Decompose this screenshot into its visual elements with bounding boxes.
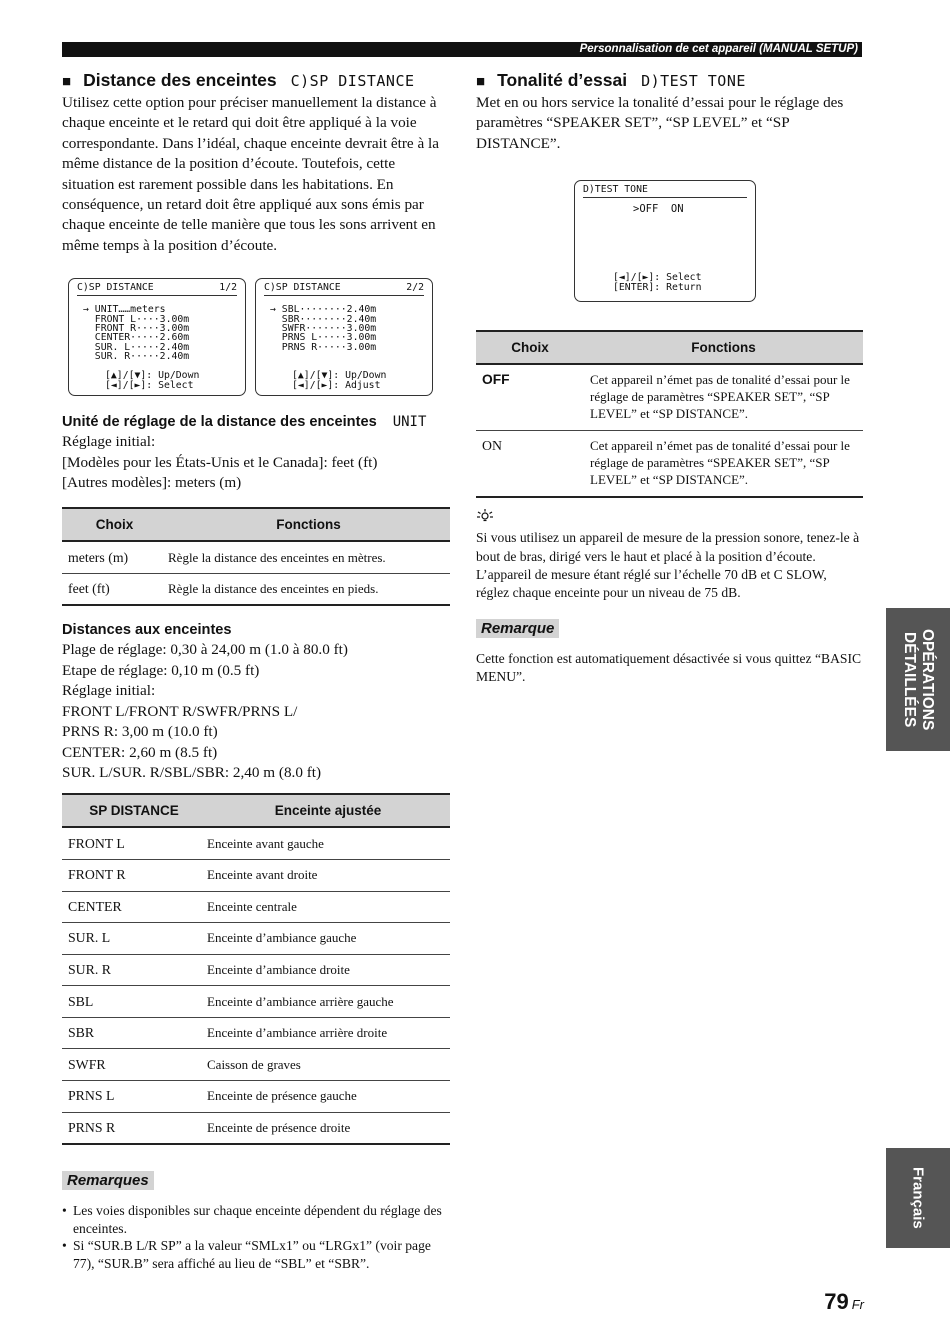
remarque-block: [476, 619, 863, 687]
lcd-screen-test-tone: [574, 180, 756, 302]
page-number: [824, 1289, 864, 1315]
table-row: [62, 827, 450, 859]
menu-code: C)SP DISTANCE: [290, 72, 415, 90]
table-cell: Caisson de graves: [206, 1049, 450, 1081]
remarques-label: Remarques: [62, 1171, 154, 1190]
unit-subtitle: [62, 414, 450, 430]
table-cell: Règle la distance des enceintes en mètres.: [167, 541, 450, 573]
unit-line-3: [Autres modèles]: meters (m): [62, 474, 242, 492]
table-row: [62, 1112, 450, 1144]
table-cell: Enceinte d’ambiance droite: [206, 954, 450, 986]
list-item: • Les voies disponibles sur chaque enceinte dépendent du réglage des enceintes.: [62, 1202, 450, 1237]
lcd-title-bar: [583, 185, 747, 198]
distances-subtitle: [62, 622, 450, 638]
distance-line: Etape de réglage: 0,10 m (0.5 ft): [62, 661, 260, 679]
lcd-title-bar: [264, 283, 424, 296]
page-number-value: 79: [824, 1289, 849, 1314]
lcd-screen-page-2: [255, 278, 433, 396]
section-title-distance: [62, 70, 450, 91]
remarque-label: Remarque: [476, 619, 559, 638]
list-item: • Si “SUR.B L/R SP” a la valeur “SMLx1” ou “LRGx1” (voir page 77), “SUR.B” sera affiché au lieu de “SBL” et “SBR”.: [62, 1237, 450, 1272]
side-tab-operations: OPÉRATIONS DÉTAILLÉES: [886, 608, 950, 751]
table-row: [62, 541, 450, 573]
lcd-lines: → UNIT……meters FRONT L····3.00m FRONT R····3.00m CENTER·····2.60m SUR. L·····2.40m SUR. R·····2.40m: [83, 304, 190, 363]
lcd-title: C)SP DISTANCE: [264, 282, 341, 294]
table-row: [62, 1017, 450, 1049]
lcd-footer: [▲]/[▼]: Up/Down [◄]/[►]: Adjust: [292, 370, 387, 391]
table-cell: SBR: [62, 1017, 206, 1049]
table-header: SP DISTANCE: [62, 794, 206, 827]
side-tab-language: Français: [886, 1148, 950, 1248]
remarques-list: [62, 1202, 450, 1272]
table-header: Choix: [476, 331, 584, 364]
distances-subtitle-text: Distances aux enceintes: [62, 622, 232, 639]
table-row: [62, 859, 450, 891]
table-header: Choix: [62, 508, 167, 541]
table-cell: SUR. R: [62, 954, 206, 986]
unit-line-2: [Modèles pour les États-Unis et le Canada]: feet (ft): [62, 453, 378, 471]
section-title-text: Tonalité d’essai: [497, 70, 628, 90]
remarques-block: [62, 1171, 450, 1272]
table-cell: FRONT R: [62, 859, 206, 891]
table-row: [62, 954, 450, 986]
section-marker: ■: [476, 73, 486, 90]
table-cell: ON: [476, 431, 584, 498]
unit-code: UNIT: [392, 414, 427, 431]
table-header: Fonctions: [584, 331, 863, 364]
left-column: [62, 70, 450, 1273]
lcd-screens: [68, 278, 450, 396]
distance-line: FRONT L/FRONT R/SWFR/PRNS L/: [62, 702, 298, 720]
table-cell: Enceinte d’ambiance gauche: [206, 923, 450, 955]
sp-distance-table: [62, 793, 450, 1145]
lightbulb-icon: [476, 508, 494, 522]
lcd-screen-page-1: [68, 278, 246, 396]
table-cell: OFF: [476, 364, 584, 431]
tip-block: [476, 508, 863, 603]
table-cell: Règle la distance des enceintes en pieds.: [167, 573, 450, 605]
table-row: [62, 1081, 450, 1113]
table-row: [62, 986, 450, 1018]
lcd-title: D)TEST TONE: [583, 184, 648, 196]
unit-table: [62, 507, 450, 606]
lcd-page: 1/2: [219, 282, 237, 294]
table-header: Enceinte ajustée: [206, 794, 450, 827]
table-row: [62, 891, 450, 923]
section-title-text: Distance des enceintes: [83, 70, 277, 90]
lcd-title-bar: [77, 283, 237, 296]
distance-line: Réglage initial:: [62, 682, 156, 700]
intro-paragraph: Met en ou hors service la tonalité d’essai pour le réglage des paramètres “SPEAKER SET”, “SP LEVEL” et “SP DISTANCE”.: [476, 94, 844, 152]
table-row: [62, 573, 450, 605]
table-cell: PRNS R: [62, 1112, 206, 1144]
table-cell: CENTER: [62, 891, 206, 923]
table-cell: Enceinte avant droite: [206, 859, 450, 891]
table-cell: SBL: [62, 986, 206, 1018]
lcd-footer: [▲]/[▼]: Up/Down [◄]/[►]: Select: [105, 370, 200, 391]
table-cell: SUR. L: [62, 923, 206, 955]
remarque-text: Cette fonction est automatiquement désactivée si vous quittez “BASIC MENU”.: [476, 650, 862, 685]
table-cell: feet (ft): [62, 573, 167, 605]
test-tone-table: [476, 330, 863, 498]
menu-code: D)TEST TONE: [641, 72, 746, 90]
table-row: [476, 364, 863, 431]
tip-text: Si vous utilisez un appareil de mesure de la pression sonore, tenez-le à bout de bras, dirigé vers le haut et placé à la position d’écoute. L’appareil de mesure étant réglé sur l’échelle 70 dB et C SLOW, réglez chaque enceinte pour un niveau de 75 dB.: [476, 530, 860, 601]
table-cell: Enceinte d’ambiance arrière gauche: [206, 986, 450, 1018]
lcd-title: C)SP DISTANCE: [77, 282, 154, 294]
section-title-test-tone: [476, 70, 863, 91]
table-cell: FRONT L: [62, 827, 206, 859]
lcd-lines: → SBL········2.40m SBR········2.40m SWFR·······3.00m PRNS L·····3.00m PRNS R·····3.00m: [270, 304, 377, 353]
intro-paragraph: Utilisez cette option pour préciser manuellement la distance à chaque enceinte et le retard qui doit être appliqué à la voie correspondante. Dans l’idéal, chaque enceinte devrait être à la même distance de la position d’écoute. Toutefois, cette situation est rarement possible dans les habitations. En conséquence, un retard doit être appliqué aux sons émis par chaque enceinte de telle manière que tous les sons arrivent en même temps à la position d’écoute.: [62, 94, 439, 254]
unit-subtitle-text: Unité de réglage de la distance des enceintes: [62, 414, 377, 431]
right-column: [476, 70, 863, 687]
table-cell: Enceinte de présence gauche: [206, 1081, 450, 1113]
table-row: [62, 1049, 450, 1081]
distance-line: PRNS R: 3,00 m (10.0 ft): [62, 723, 218, 741]
table-cell: Enceinte d’ambiance arrière droite: [206, 1017, 450, 1049]
table-cell: Enceinte avant gauche: [206, 827, 450, 859]
table-cell: meters (m): [62, 541, 167, 573]
unit-line-1: Réglage initial:: [62, 433, 156, 451]
table-row: [62, 923, 450, 955]
table-cell: Enceinte de présence droite: [206, 1112, 450, 1144]
distance-line: SUR. L/SUR. R/SBL/SBR: 2,40 m (8.0 ft): [62, 763, 322, 781]
page-number-suffix: Fr: [851, 1297, 864, 1312]
table-header: Fonctions: [167, 508, 450, 541]
distance-line: Plage de réglage: 0,30 à 24,00 m (1.0 à 80.0 ft): [62, 641, 348, 659]
lcd-lines: >OFF ON: [633, 203, 684, 216]
table-cell: SWFR: [62, 1049, 206, 1081]
table-cell: Cet appareil n’émet pas de tonalité d’essai pour le réglage de paramètres “SPEAKER SET”, “SP LEVEL” et “SP DISTANCE”.: [584, 364, 863, 431]
lcd-footer: [◄]/[►]: Select [ENTER]: Return: [613, 272, 702, 293]
distance-line: CENTER: 2,60 m (8.5 ft): [62, 743, 218, 761]
section-marker: ■: [62, 73, 72, 90]
table-row: [476, 431, 863, 498]
table-cell: Cet appareil n’émet pas de tonalité d’essai pour le réglage de paramètres “SPEAKER SET”, “SP LEVEL” et “SP DISTANCE”.: [584, 431, 863, 498]
lcd-page: 2/2: [406, 282, 424, 294]
table-cell: Enceinte centrale: [206, 891, 450, 923]
page-header: Personnalisation de cet appareil (MANUAL SETUP): [62, 42, 862, 57]
table-cell: PRNS L: [62, 1081, 206, 1113]
